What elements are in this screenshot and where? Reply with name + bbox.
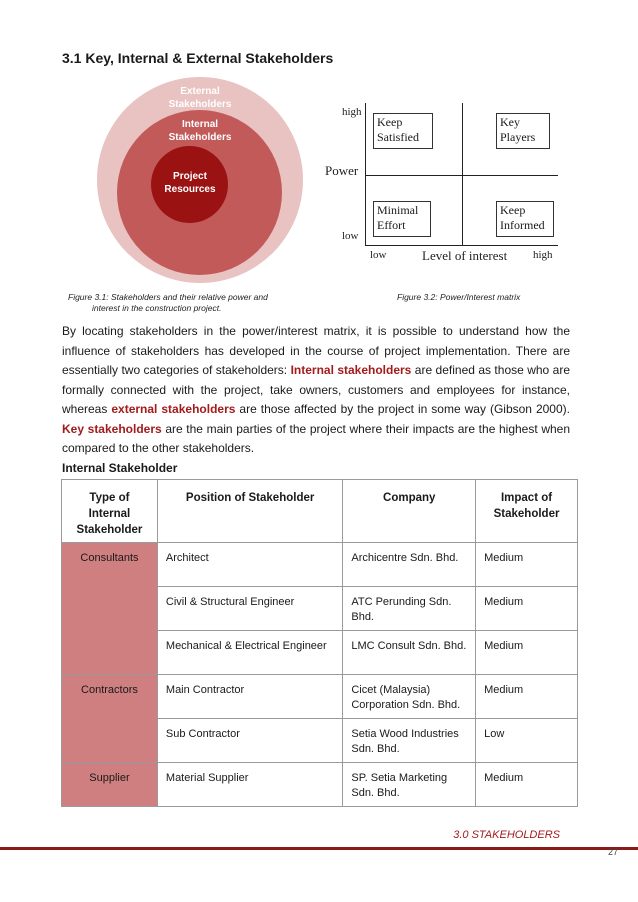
position-cell: Main Contractor — [157, 675, 342, 719]
impact-cell: Medium — [476, 763, 578, 807]
y-high-label: high — [342, 106, 362, 118]
type-cell: Supplier — [62, 763, 158, 807]
quadrant-key-players: Key Players — [496, 113, 550, 149]
page-number: 27 — [607, 847, 618, 857]
key-stakeholders-highlight: Key stakeholders — [62, 421, 162, 436]
figure-3-2-caption: Figure 3.2: Power/Interest matrix — [397, 292, 521, 302]
quadrant-minimal-effort: Minimal Effort — [373, 201, 431, 237]
company-cell: SP. Setia Marketing Sdn. Bhd. — [343, 763, 476, 807]
external-stakeholders-highlight: external stakeholders — [111, 402, 236, 416]
impact-cell: Medium — [476, 543, 578, 587]
type-cell — [62, 631, 158, 675]
header-company: Company — [343, 480, 476, 543]
table-row — [62, 719, 578, 763]
impact-cell: Low — [476, 719, 578, 763]
header-position: Position of Stakeholder — [157, 480, 342, 543]
matrix-horizontal-divider — [365, 175, 558, 176]
body-paragraph: By locating stakeholders in the power/interest matrix, it is possible to understand how the influence of stakeholders has developed in the course of project implementation. There are essentially two categories of stakeholders: Internal stakeholders are defined as those who are formally connected with the project, take owners, customers and employees for instance, whereas external stakeholders are those affected by the project in some way (Gibson 2000). Key stakeholders are the main parties of the project where their impacts are the highest when compared to the other stakeholders. — [62, 324, 571, 455]
footer-rule — [0, 847, 638, 850]
position-cell: Architect — [157, 543, 342, 587]
impact-cell: Medium — [476, 587, 578, 631]
x-low-label: low — [370, 249, 387, 261]
table-title: Internal Stakeholder — [62, 461, 178, 475]
internal-stakeholders-highlight: Internal stakeholders — [290, 363, 412, 377]
section-heading: 3.1 Key, Internal & External Stakeholders — [62, 50, 334, 66]
power-axis-label: Power — [325, 163, 359, 178]
external-stakeholders-label: External Stakeholders — [168, 86, 232, 110]
position-cell: Material Supplier — [157, 763, 342, 807]
figure-3-1-caption: Figure 3.1: Stakeholders and their relative power and interest in the construction project. — [68, 292, 268, 313]
company-cell: Setia Wood Industries Sdn. Bhd. — [343, 719, 476, 763]
project-resources-label: Project Resources — [164, 171, 216, 195]
position-cell: Civil & Structural Engineer — [157, 587, 342, 631]
table-row — [62, 675, 578, 719]
table-header-row — [62, 480, 578, 543]
internal-stakeholders-label: Internal Stakeholders — [168, 119, 232, 143]
impact-cell: Medium — [476, 675, 578, 719]
table-row — [62, 543, 578, 587]
type-cell — [62, 719, 158, 763]
company-cell: ATC Perunding Sdn. Bhd. — [343, 587, 476, 631]
position-cell: Mechanical & Electrical Engineer — [157, 631, 342, 675]
impact-cell: Medium — [476, 631, 578, 675]
position-cell: Sub Contractor — [157, 719, 342, 763]
type-cell: Consultants — [62, 543, 158, 587]
type-cell: Contractors — [62, 675, 158, 719]
table-row — [62, 763, 578, 807]
quadrant-keep-informed: Keep Informed — [496, 201, 554, 237]
table-row — [62, 631, 578, 675]
company-cell: LMC Consult Sdn. Bhd. — [343, 631, 476, 675]
internal-stakeholder-table — [61, 479, 578, 807]
y-low-label: low — [342, 230, 359, 242]
interest-axis-label: Level of interest — [422, 248, 508, 263]
table-row — [62, 587, 578, 631]
company-cell: Archicentre Sdn. Bhd. — [343, 543, 476, 587]
quadrant-keep-satisfied: Keep Satisfied — [373, 113, 433, 149]
header-impact: Impact of Stakeholder — [476, 480, 578, 543]
company-cell: Cicet (Malaysia) Corporation Sdn. Bhd. — [343, 675, 476, 719]
footer-section-label: 3.0 STAKEHOLDERS — [453, 829, 560, 841]
header-type: Type of Internal Stakeholder — [62, 480, 158, 543]
x-high-label: high — [533, 249, 553, 261]
type-cell — [62, 587, 158, 631]
